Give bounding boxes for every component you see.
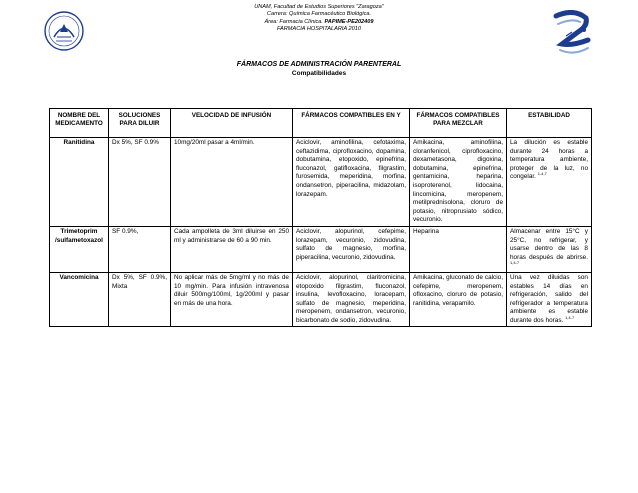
table-row xyxy=(50,138,592,227)
document-title: FÁRMACOS DE ADMINISTRACIÓN PARENTERAL xyxy=(236,61,402,68)
header-name: NOMBRE DEL MEDICAMENTO xyxy=(50,109,109,138)
drug-name: Trimetoprim /sulfametoxazol xyxy=(50,226,109,272)
solutions-cell: SF 0.9%, xyxy=(109,226,171,272)
stability-cell xyxy=(507,226,592,272)
header-career: Carrera: Química Farmacéutico Biológica. xyxy=(266,11,372,18)
mix-compatible-cell: Heparina xyxy=(410,226,507,272)
table-row xyxy=(50,226,592,272)
header-area xyxy=(200,19,438,26)
header-area-text: Área: Farmacia Clínica. xyxy=(264,18,323,25)
header-y-compatible: FÁRMACOS COMPATIBLES EN Y xyxy=(293,109,410,138)
fes-zaragoza-logo xyxy=(548,10,594,58)
reference-mark: 1,4-7 xyxy=(510,260,520,266)
y-compatible-cell: Aciclovir, alopurinol, cefepime, lorazepam, vecuronio, zidovudina, sulfato de magnesio, morfina, piperacilina, vecuronio, zidovudina. xyxy=(293,226,410,272)
stability-text: Una vez diluidas son estables 14 días en refrigeración, salido del refrigerador a temperatura ambiente es estable durante dos horas. xyxy=(510,273,588,324)
y-compatible-cell: Aciclovir, alopurinol, claritromicina, etopoxido filgrastim, fluconazol, insulina, levofloxacino, loracepam, sulfato de magnesio, meperidina, meropenem, ondansetron, vecuronio, bicarbonato de sodio, zidovudina. xyxy=(293,272,410,327)
header-rate: VELOCIDAD DE INFUSIÓN xyxy=(171,109,293,138)
unam-logo xyxy=(43,10,85,52)
mix-compatible-cell: Amikacina, aminofilina, cloranfenicol, ciprofloxacino, dexametasona, digoxina, dobutamina, epinefrina, gentamicina, heparina, isoproterenol, lidocaina, lincomicina, meropenem, metilprednisolona, cloruro de potasio, nitroprusiato sódico, vecuronio. xyxy=(410,138,507,227)
solutions-cell: Dx 5%, SF 0.9%, Mixta xyxy=(109,272,171,327)
rate-cell: Cada ampolleta de 3ml diluirse en 250 ml y administrarse de 60 a 90 min. xyxy=(171,226,293,272)
table-row xyxy=(50,272,592,327)
stability-text: La dilución es estable durante 24 horas a temperatura ambiente, proteger de la luz, no congelar. xyxy=(510,139,588,181)
stability-cell xyxy=(507,138,592,227)
header-mix-compatible: FÁRMACOS COMPATIBLES PARA MEZCLAR xyxy=(410,109,507,138)
compatibility-table xyxy=(49,108,592,327)
rate-cell: No aplicar más de 5mg/ml y no más de 10 mg/min. Para infusión intravenosa diluir 500mg/100ml, 1g/200ml y pasar en más de una hora. xyxy=(171,272,293,327)
stability-text: Almacenar entre 15°C y 25°C, no refrigerar, y usarse dentro de las 8 horas después de abrirse. xyxy=(510,227,588,261)
mix-compatible-cell: Amikacina, gluconato de calcio, cefepime, meropenem, ofloxacino, cloruro de potasio, ranitidina, verapamilo. xyxy=(410,272,507,327)
y-compatible-cell: Aciclovir, aminofilina, cefotaxima, ceftazidima, ciprofloxacino, dopamina, dobutamina, etopoxido, epinefrina, fluconazol, gatifloxacina, filgrastim, furosemida, meperidina, morfina, ondansetron, piperacilina, midazolam, lorazepam. xyxy=(293,138,410,227)
reference-mark: 1,4-7 xyxy=(565,314,575,320)
stability-cell xyxy=(507,272,592,327)
header-project-code: PAPIME-PE202409 xyxy=(324,18,374,25)
header-institution: UNAM, Facultad de Estudios Superiores "Zaragoza" xyxy=(254,4,384,10)
solutions-cell: Dx 5%, SF 0.9% xyxy=(109,138,171,227)
reference-mark: 1-4,7 xyxy=(537,171,547,177)
table-header-row xyxy=(50,109,592,138)
header-subject: FARMACIA HOSPITALARIA 2010 xyxy=(277,26,361,33)
drug-name: Ranitidina xyxy=(50,138,109,227)
rate-cell: 10mg/20ml pasar a 4ml/min. xyxy=(171,138,293,227)
header-solutions: SOLUCIONES PARA DILUIR xyxy=(109,109,171,138)
drug-name: Vancomicina xyxy=(50,272,109,327)
document-subtitle: Compatibilidades xyxy=(291,70,347,77)
header-stability: ESTABILIDAD xyxy=(507,109,592,138)
page-header xyxy=(200,4,438,34)
